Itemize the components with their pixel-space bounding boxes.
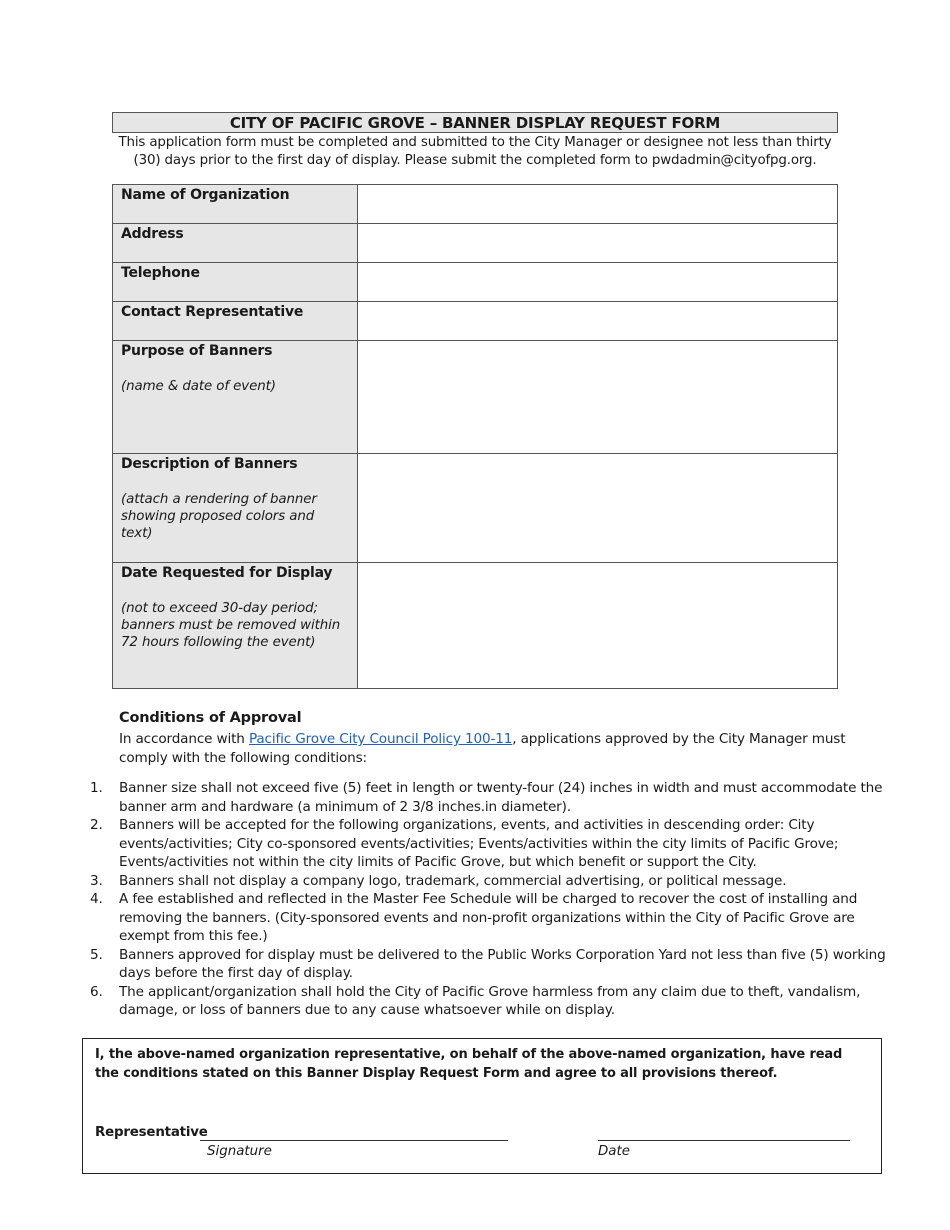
conditions-intro-before: In accordance with [119, 731, 249, 747]
condition-number: 6. [90, 983, 103, 1000]
contact-representative-field[interactable] [358, 302, 838, 341]
form-row-organization [113, 185, 838, 224]
form-label-cell [113, 263, 358, 302]
condition-text: Banners shall not display a company logo, trademark, commercial advertising, or political message. [119, 872, 787, 889]
form-row-purpose [113, 341, 838, 454]
condition-item [85, 890, 890, 946]
field-hint-description: (attach a rendering of banner showing proposed colors and text) [121, 492, 317, 541]
form-label-cell [113, 341, 358, 454]
address-field[interactable] [358, 224, 838, 263]
form-row-address [113, 224, 838, 263]
form-row-contact [113, 302, 838, 341]
condition-number: 4. [90, 891, 103, 907]
field-label-date: Date Requested for Display [121, 565, 333, 581]
condition-text: A fee established and reflected in the Master Fee Schedule will be charged to recover the cost of installing and removing the banners. (City-sponsored events and non-profit organizations within the City of Pacific Grove are exempt from this fee.) [119, 891, 858, 944]
date-line[interactable] [598, 1140, 850, 1141]
field-hint-purpose: (name & date of event) [121, 379, 276, 394]
form-row-description [113, 454, 838, 563]
signature-line[interactable] [200, 1140, 508, 1141]
purpose-field[interactable] [358, 341, 838, 454]
page-title: CITY OF PACIFIC GROVE – BANNER DISPLAY REQUEST FORM [112, 112, 838, 133]
condition-text: Banner size shall not exceed five (5) feet in length or twenty-four (24) inches in width and must accommodate the banner arm and hardware (a minimum of 2 3/8 inches.in diameter). [119, 780, 883, 815]
conditions-intro [119, 730, 879, 767]
form-label-cell [113, 185, 358, 224]
form-label-cell [113, 302, 358, 341]
request-form-table [112, 184, 838, 689]
organization-name-field[interactable] [358, 185, 838, 224]
condition-text: The applicant/organization shall hold the City of Pacific Grove harmless from any claim due to theft, vandalism, damage, or loss of banners due to any cause whatsoever while on display. [119, 983, 861, 1018]
description-field[interactable] [358, 454, 838, 563]
condition-item [85, 816, 890, 872]
intro-line-2: (30) days prior to the first day of display. Please submit the completed form to pwdadmin@cityofpg.org. [133, 153, 817, 168]
intro-text [90, 134, 860, 170]
telephone-field[interactable] [358, 263, 838, 302]
condition-text: Banners approved for display must be delivered to the Public Works Corporation Yard not less than five (5) working days before the first day of display. [119, 946, 886, 981]
condition-item [85, 983, 890, 1020]
intro-line-1: This application form must be completed and submitted to the City Manager or designee not less than thirty [118, 135, 832, 150]
condition-number: 5. [90, 946, 103, 963]
field-label-contact: Contact Representative [121, 304, 304, 320]
representative-label: Representative [95, 1125, 208, 1140]
form-row-telephone [113, 263, 838, 302]
display-date-field[interactable] [358, 563, 838, 689]
condition-number: 1. [90, 780, 103, 796]
condition-text: Banners will be accepted for the following organizations, events, and activities in descending order: City events/activities; City co-sponsored events/activities; Events/activities within the city limits of Pacific Grove; Events/activities not within the city limits of Pacific Grove, but which benefit or support the City. [119, 817, 839, 870]
field-label-organization: Name of Organization [121, 187, 290, 203]
field-label-address: Address [121, 226, 184, 242]
condition-number: 3. [90, 872, 103, 889]
field-label-purpose: Purpose of Banners [121, 343, 273, 359]
form-label-cell [113, 563, 358, 689]
field-label-telephone: Telephone [121, 265, 200, 281]
date-caption: Date [598, 1144, 631, 1159]
form-row-date [113, 563, 838, 689]
policy-link[interactable]: Pacific Grove City Council Policy 100-11 [248, 731, 513, 747]
field-hint-date: (not to exceed 30-day period; banners must be removed within 72 hours following the event) [121, 601, 341, 650]
condition-item [85, 946, 890, 983]
conditions-list [85, 779, 890, 1020]
condition-number: 2. [90, 817, 103, 833]
conditions-intro-after: , applications approved by the City Manager must comply with the following conditions: [119, 731, 846, 766]
form-label-cell [113, 224, 358, 263]
acknowledgement-box [82, 1038, 882, 1174]
form-label-cell [113, 454, 358, 563]
acknowledgement-text: I, the above-named organization representative, on behalf of the above-named organization, have read the conditions stated on this Banner Display Request Form and agree to all provisions thereof. [95, 1047, 843, 1081]
condition-item [85, 872, 890, 891]
field-label-description: Description of Banners [121, 456, 298, 472]
condition-item [85, 779, 890, 816]
conditions-heading: Conditions of Approval [119, 710, 302, 726]
signature-caption: Signature [207, 1144, 272, 1159]
